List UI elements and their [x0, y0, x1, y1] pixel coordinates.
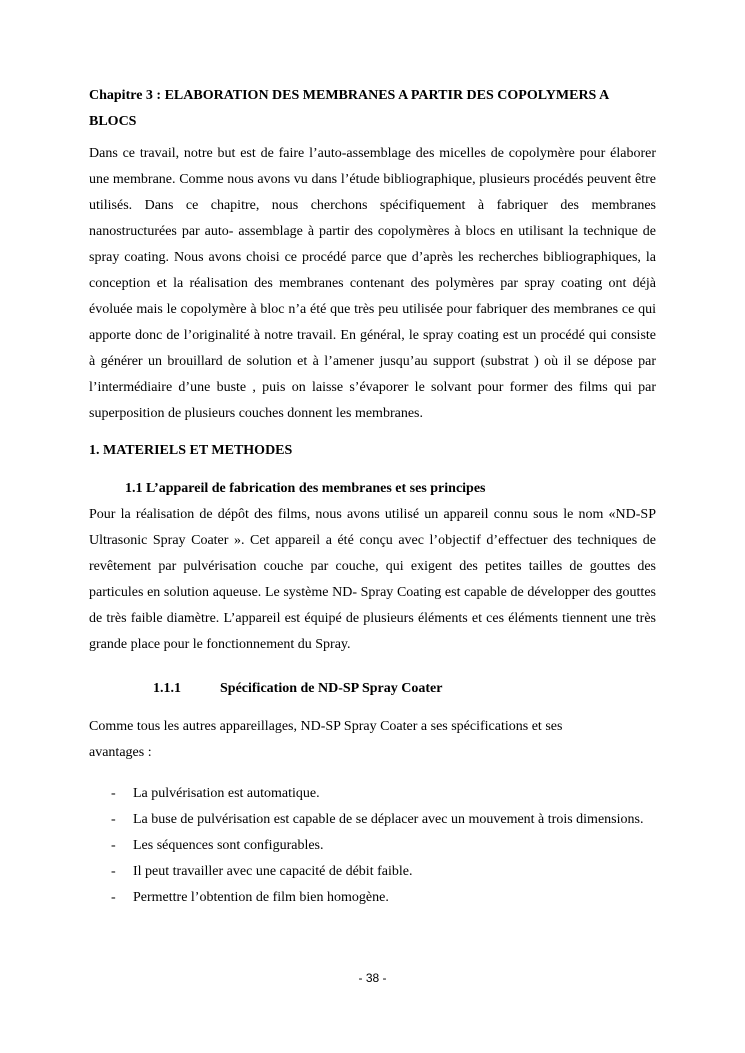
intro-paragraph: Dans ce travail, notre but est de faire l’auto-assemblage des micelles de copolymère pour élaborer une membrane. Comme nous avons vu dans l’étude bibliographique, plusieurs procédés peuvent être utilisés. Dans ce chapitre, nous cherchons spécifiquement à fabriquer des membranes nanostructurées par auto- assemblage à partir des copolymères à blocs en utilisant la technique de spray coating. Nous avons choisi ce procédé parce que d’après les recherches bibliographiques, la conception et la réalisation des membranes contenant des polymères par spray coating ont déjà évoluée mais le copolymère à bloc n’a été que très peu utilisée pour fabriquer des membranes ce qui apporte donc de l’originalité à notre travail. En général, le spray coating est un procédé qui consiste à générer un brouillard de solution et à l’amener jusqu’au support (substrat ) où il se dépose par l’intermédiaire d’une buste , puis on laisse s’évaporer le solvant pour former des films qui par superposition de plusieurs couches donnent les membranes.	[89, 146, 656, 421]
list-item-text: Il peut travailler avec une capacité de débit faible.	[133, 864, 413, 879]
subsubsection-heading-specification	[89, 676, 656, 702]
list-item	[89, 833, 656, 859]
list-dash: -	[111, 890, 116, 905]
list-item	[89, 859, 656, 885]
specification-list	[89, 781, 656, 911]
subsubsection-number: 1.1.1	[153, 681, 181, 696]
list-item-text: Les séquences sont configurables.	[133, 838, 324, 853]
list-item	[89, 781, 656, 807]
list-dash: -	[111, 864, 116, 879]
page-number: - 38 -	[358, 971, 387, 985]
list-dash: -	[111, 812, 116, 827]
list-item-text: Permettre l’obtention de film bien homogène.	[133, 890, 389, 905]
document-page	[89, 83, 656, 911]
subsection-heading-appareil: 1.1 L’appareil de fabrication des membranes et ses principes	[125, 481, 486, 496]
list-item	[89, 885, 656, 911]
list-item-text: La buse de pulvérisation est capable de se déplacer avec un mouvement à trois dimensions.	[133, 812, 644, 827]
appareil-paragraph: Pour la réalisation de dépôt des films, nous avons utilisé un appareil connu sous le nom «ND-SP Ultrasonic Spray Coater ». Cet appareil a été conçu avec l’objectif d’effectuer des techniques de revêtement par pulvérisation couche par couche, qui exigent des petites tailles de gouttes des particules en solution aqueuse. Le système ND- Spray Coating est capable de développer des gouttes de très faible diamètre. L’appareil est équipé de plusieurs éléments et ces éléments tiennent une très grande place pour le fonctionnement du Spray.	[89, 507, 656, 652]
subsubsection-title: Spécification de ND-SP Spray Coater	[220, 681, 443, 696]
list-item-text: La pulvérisation est automatique.	[133, 786, 320, 801]
chapter-title: Chapitre 3 : ELABORATION DES MEMBRANES A PARTIR DES COPOLYMERS A BLOCS	[89, 88, 609, 129]
specification-intro-line-2: avantages :	[89, 745, 152, 760]
list-item	[89, 807, 656, 833]
section-heading-materiels: 1. MATERIELS ET METHODES	[89, 443, 293, 458]
list-dash: -	[111, 786, 116, 801]
specification-intro-line-1: Comme tous les autres appareillages, ND-SP Spray Coater a ses spécifications et ses	[89, 719, 563, 734]
list-dash: -	[111, 838, 116, 853]
